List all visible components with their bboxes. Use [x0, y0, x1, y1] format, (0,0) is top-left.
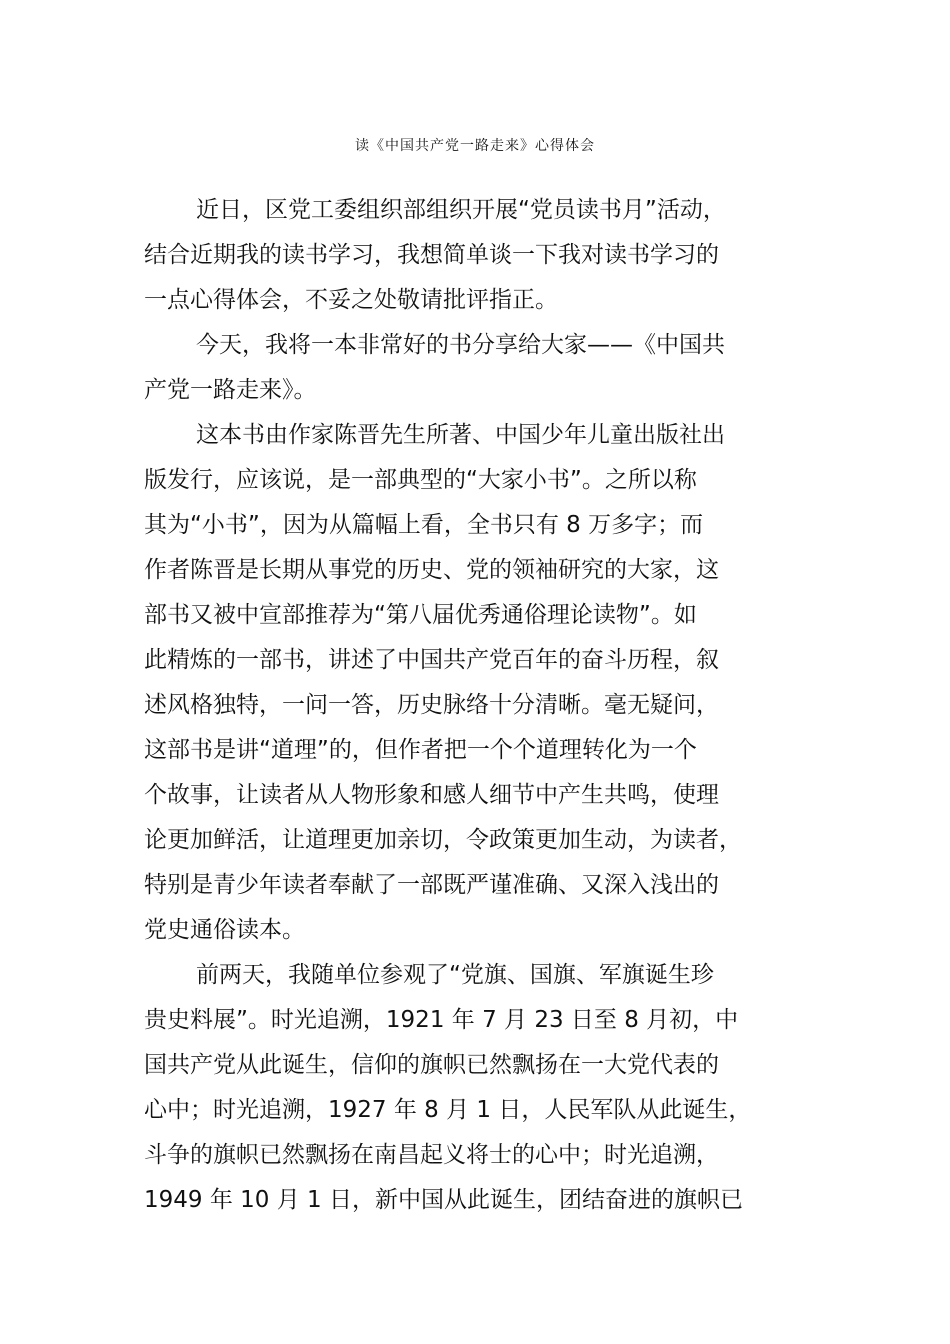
- paragraph-3-line-10: 论更加鲜活，让道理更加亲切，令政策更加生动，为读者，: [144, 827, 742, 853]
- paragraph-3-line-11: 特别是青少年读者奉献了一部既严谨准确、又深入浅出的: [144, 872, 719, 898]
- paragraph-3-line-8: 这部书是讲“道理”的，但作者把一个个道理转化为一个: [144, 737, 697, 763]
- paragraph-4-line-2: 贵史料展”。时光追溯，1921 年 7 月 23 日至 8 月初，中: [144, 1007, 739, 1033]
- paragraph-4-line-4: 心中；时光追溯，1927 年 8 月 1 日，人民军队从此诞生，: [144, 1097, 752, 1123]
- paragraph-1-line-2: 结合近期我的读书学习，我想简单谈一下我对读书学习的: [144, 242, 719, 268]
- paragraph-4-line-5: 斗争的旗帜已然飘扬在南昌起义将士的心中；时光追溯，: [144, 1142, 719, 1168]
- paragraph-1-line-3: 一点心得体会，不妥之处敬请批评指正。: [144, 287, 558, 313]
- paragraph-3-line-5: 部书又被中宣部推荐为“第八届优秀通俗理论读物”。如: [144, 602, 697, 628]
- paragraph-4-line-6: 1949 年 10 月 1 日，新中国从此诞生，团结奋进的旗帜已: [144, 1187, 743, 1213]
- paragraph-4-line-3: 国共产党从此诞生，信仰的旗帜已然飘扬在一大党代表的: [144, 1052, 719, 1078]
- paragraph-2-line-2: 产党一路走来》。: [144, 377, 317, 403]
- paragraph-3-line-7: 述风格独特，一问一答，历史脉络十分清晰。毫无疑问，: [144, 692, 719, 718]
- paragraph-3-line-3: 其为“小书”，因为从篇幅上看，全书只有 8 万多字；而: [144, 512, 704, 538]
- paragraph-4-line-1: 前两天，我随单位参观了“党旗、国旗、军旗诞生珍: [196, 962, 714, 988]
- paragraph-3-line-6: 此精炼的一部书，讲述了中国共产党百年的奋斗历程，叙: [144, 647, 719, 673]
- paragraph-3-line-9: 个故事，让读者从人物形象和感人细节中产生共鸣，使理: [144, 782, 719, 808]
- document-title: 读《中国共产党一路走来》心得体会: [355, 138, 595, 154]
- paragraph-1-line-1: 近日，区党工委组织部组织开展“党员读书月”活动，: [196, 197, 726, 223]
- paragraph-3-line-2: 版发行，应该说，是一部典型的“大家小书”。之所以称: [144, 467, 697, 493]
- paragraph-3-line-12: 党史通俗读本。: [144, 917, 305, 943]
- paragraph-3-line-1: 这本书由作家陈晋先生所著、中国少年儿童出版社出: [196, 422, 725, 448]
- paragraph-2-line-1: 今天，我将一本非常好的书分享给大家——《中国共: [196, 332, 725, 358]
- paragraph-3-line-4: 作者陈晋是长期从事党的历史、党的领袖研究的大家，这: [144, 557, 719, 583]
